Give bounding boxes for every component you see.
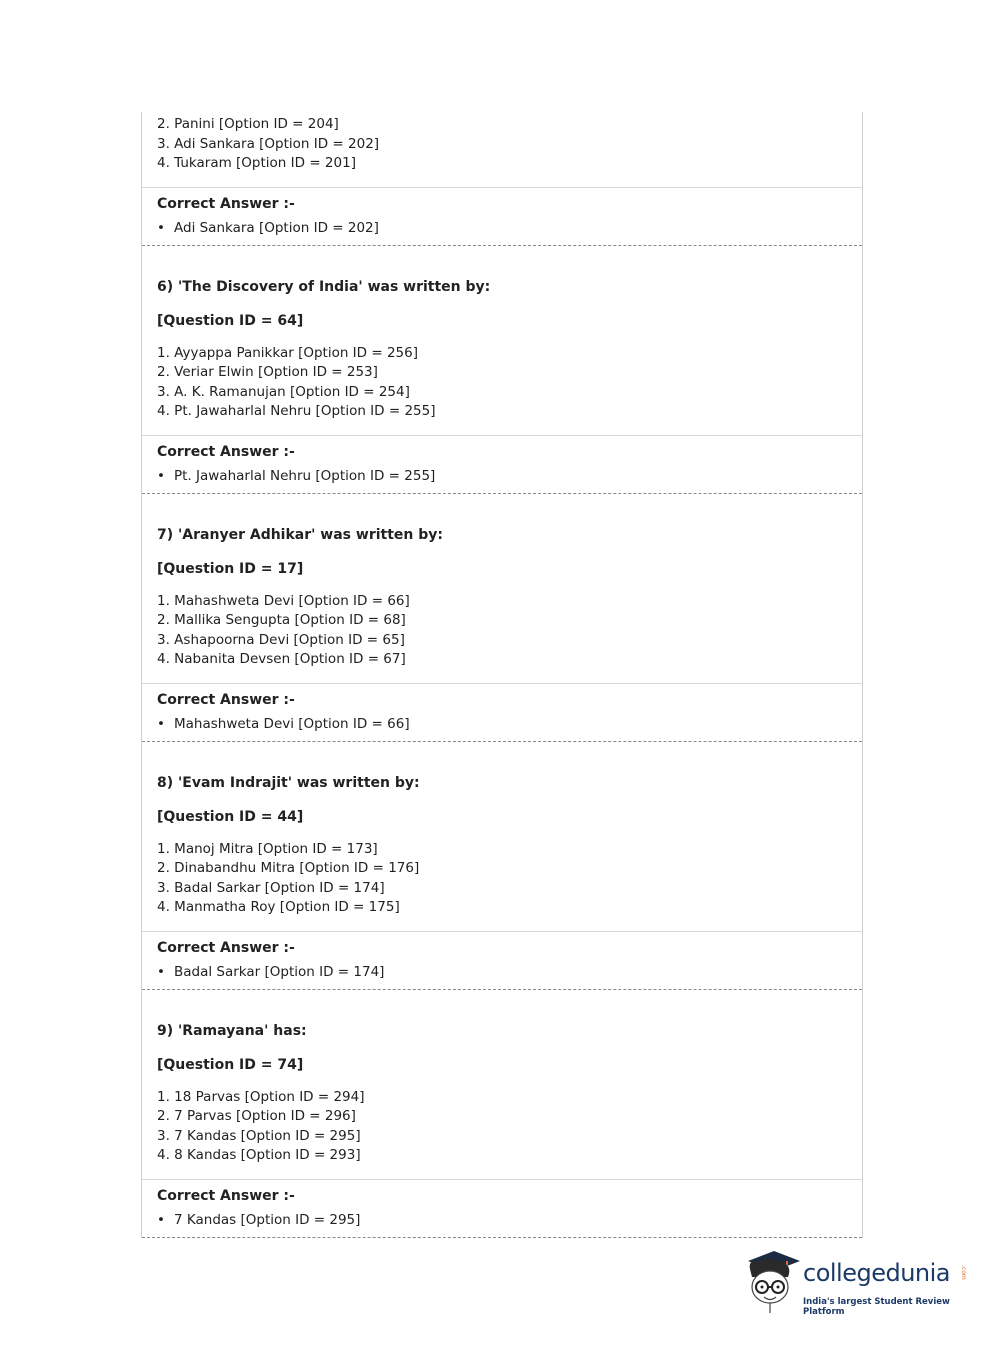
option-item: 1. Manoj Mitra [Option ID = 173]	[157, 840, 378, 857]
option-list	[157, 344, 862, 422]
top-answer-block	[142, 188, 862, 245]
option-list	[157, 1088, 862, 1166]
answer-block-9	[142, 1180, 862, 1237]
question-id: [Question ID = 44]	[157, 808, 304, 825]
option-item: 2. Mallika Sengupta [Option ID = 68]	[157, 612, 406, 628]
option-item: 2. Panini [Option ID = 204]	[157, 116, 339, 132]
question-title: 8) 'Evam Indrajit' was written by:	[157, 774, 420, 791]
option-item: 3. Badal Sarkar [Option ID = 174]	[157, 879, 385, 896]
logo-suffix: .com	[960, 1265, 967, 1280]
answer-block-7	[142, 684, 862, 741]
question-block-9	[142, 990, 862, 1179]
option-item: 4. Nabanita Devsen [Option ID = 67]	[157, 651, 406, 667]
correct-answer-value: • Pt. Jawaharlal Nehru [Option ID = 255]	[157, 466, 862, 486]
answer-block-6	[142, 436, 862, 493]
option-item: 2. Dinabandhu Mitra [Option ID = 176]	[157, 860, 420, 876]
option-list	[157, 840, 862, 918]
option-item: 3. Adi Sankara [Option ID = 202]	[157, 135, 380, 152]
answer-block-8	[142, 932, 862, 989]
correct-answer-heading: Correct Answer :-	[157, 443, 295, 460]
mascot-icon	[742, 1247, 802, 1315]
correct-answer-heading: Correct Answer :-	[157, 195, 295, 212]
top-options-block	[142, 112, 862, 187]
option-item: 3. 7 Kandas [Option ID = 295]	[157, 1127, 361, 1144]
option-item: 4. 8 Kandas [Option ID = 293]	[157, 1147, 361, 1163]
correct-answer-heading: Correct Answer :-	[157, 1187, 295, 1204]
logo-wordmark: collegedunia	[803, 1259, 951, 1287]
option-item: 4. Tukaram [Option ID = 201]	[157, 155, 356, 171]
question-title: 6) 'The Discovery of India' was written by:	[157, 278, 491, 295]
question-title: 9) 'Ramayana' has:	[157, 1022, 307, 1039]
option-item: 4. Manmatha Roy [Option ID = 175]	[157, 899, 400, 915]
option-item: 1. 18 Parvas [Option ID = 294]	[157, 1088, 365, 1105]
option-item: 4. Pt. Jawaharlal Nehru [Option ID = 255]	[157, 403, 436, 419]
option-item: 2. 7 Parvas [Option ID = 296]	[157, 1108, 356, 1124]
question-sheet	[141, 112, 863, 1238]
option-item: 3. Ashapoorna Devi [Option ID = 65]	[157, 631, 405, 648]
logo-tagline: India's largest Student Review Platform	[803, 1297, 950, 1317]
collegedunia-logo	[742, 1247, 972, 1315]
correct-answer-value: • 7 Kandas [Option ID = 295]	[157, 1210, 862, 1230]
option-item: 1. Ayyappa Panikkar [Option ID = 256]	[157, 344, 418, 361]
correct-answer-heading: Correct Answer :-	[157, 691, 295, 708]
top-option-list	[157, 115, 862, 174]
correct-answer-value: • Adi Sankara [Option ID = 202]	[157, 218, 862, 238]
question-id: [Question ID = 17]	[157, 560, 304, 577]
question-block-8	[142, 742, 862, 931]
question-title: 7) 'Aranyer Adhikar' was written by:	[157, 526, 443, 543]
option-item: 3. A. K. Ramanujan [Option ID = 254]	[157, 383, 410, 400]
question-id: [Question ID = 74]	[157, 1056, 304, 1073]
option-list	[157, 592, 862, 670]
question-id: [Question ID = 64]	[157, 312, 304, 329]
correct-answer-value: • Mahashweta Devi [Option ID = 66]	[157, 714, 862, 734]
option-item: 2. Veriar Elwin [Option ID = 253]	[157, 364, 378, 380]
correct-answer-heading: Correct Answer :-	[157, 939, 295, 956]
question-block-7	[142, 494, 862, 683]
question-block-6	[142, 246, 862, 435]
option-item: 1. Mahashweta Devi [Option ID = 66]	[157, 592, 410, 609]
correct-answer-value: • Badal Sarkar [Option ID = 174]	[157, 962, 862, 982]
